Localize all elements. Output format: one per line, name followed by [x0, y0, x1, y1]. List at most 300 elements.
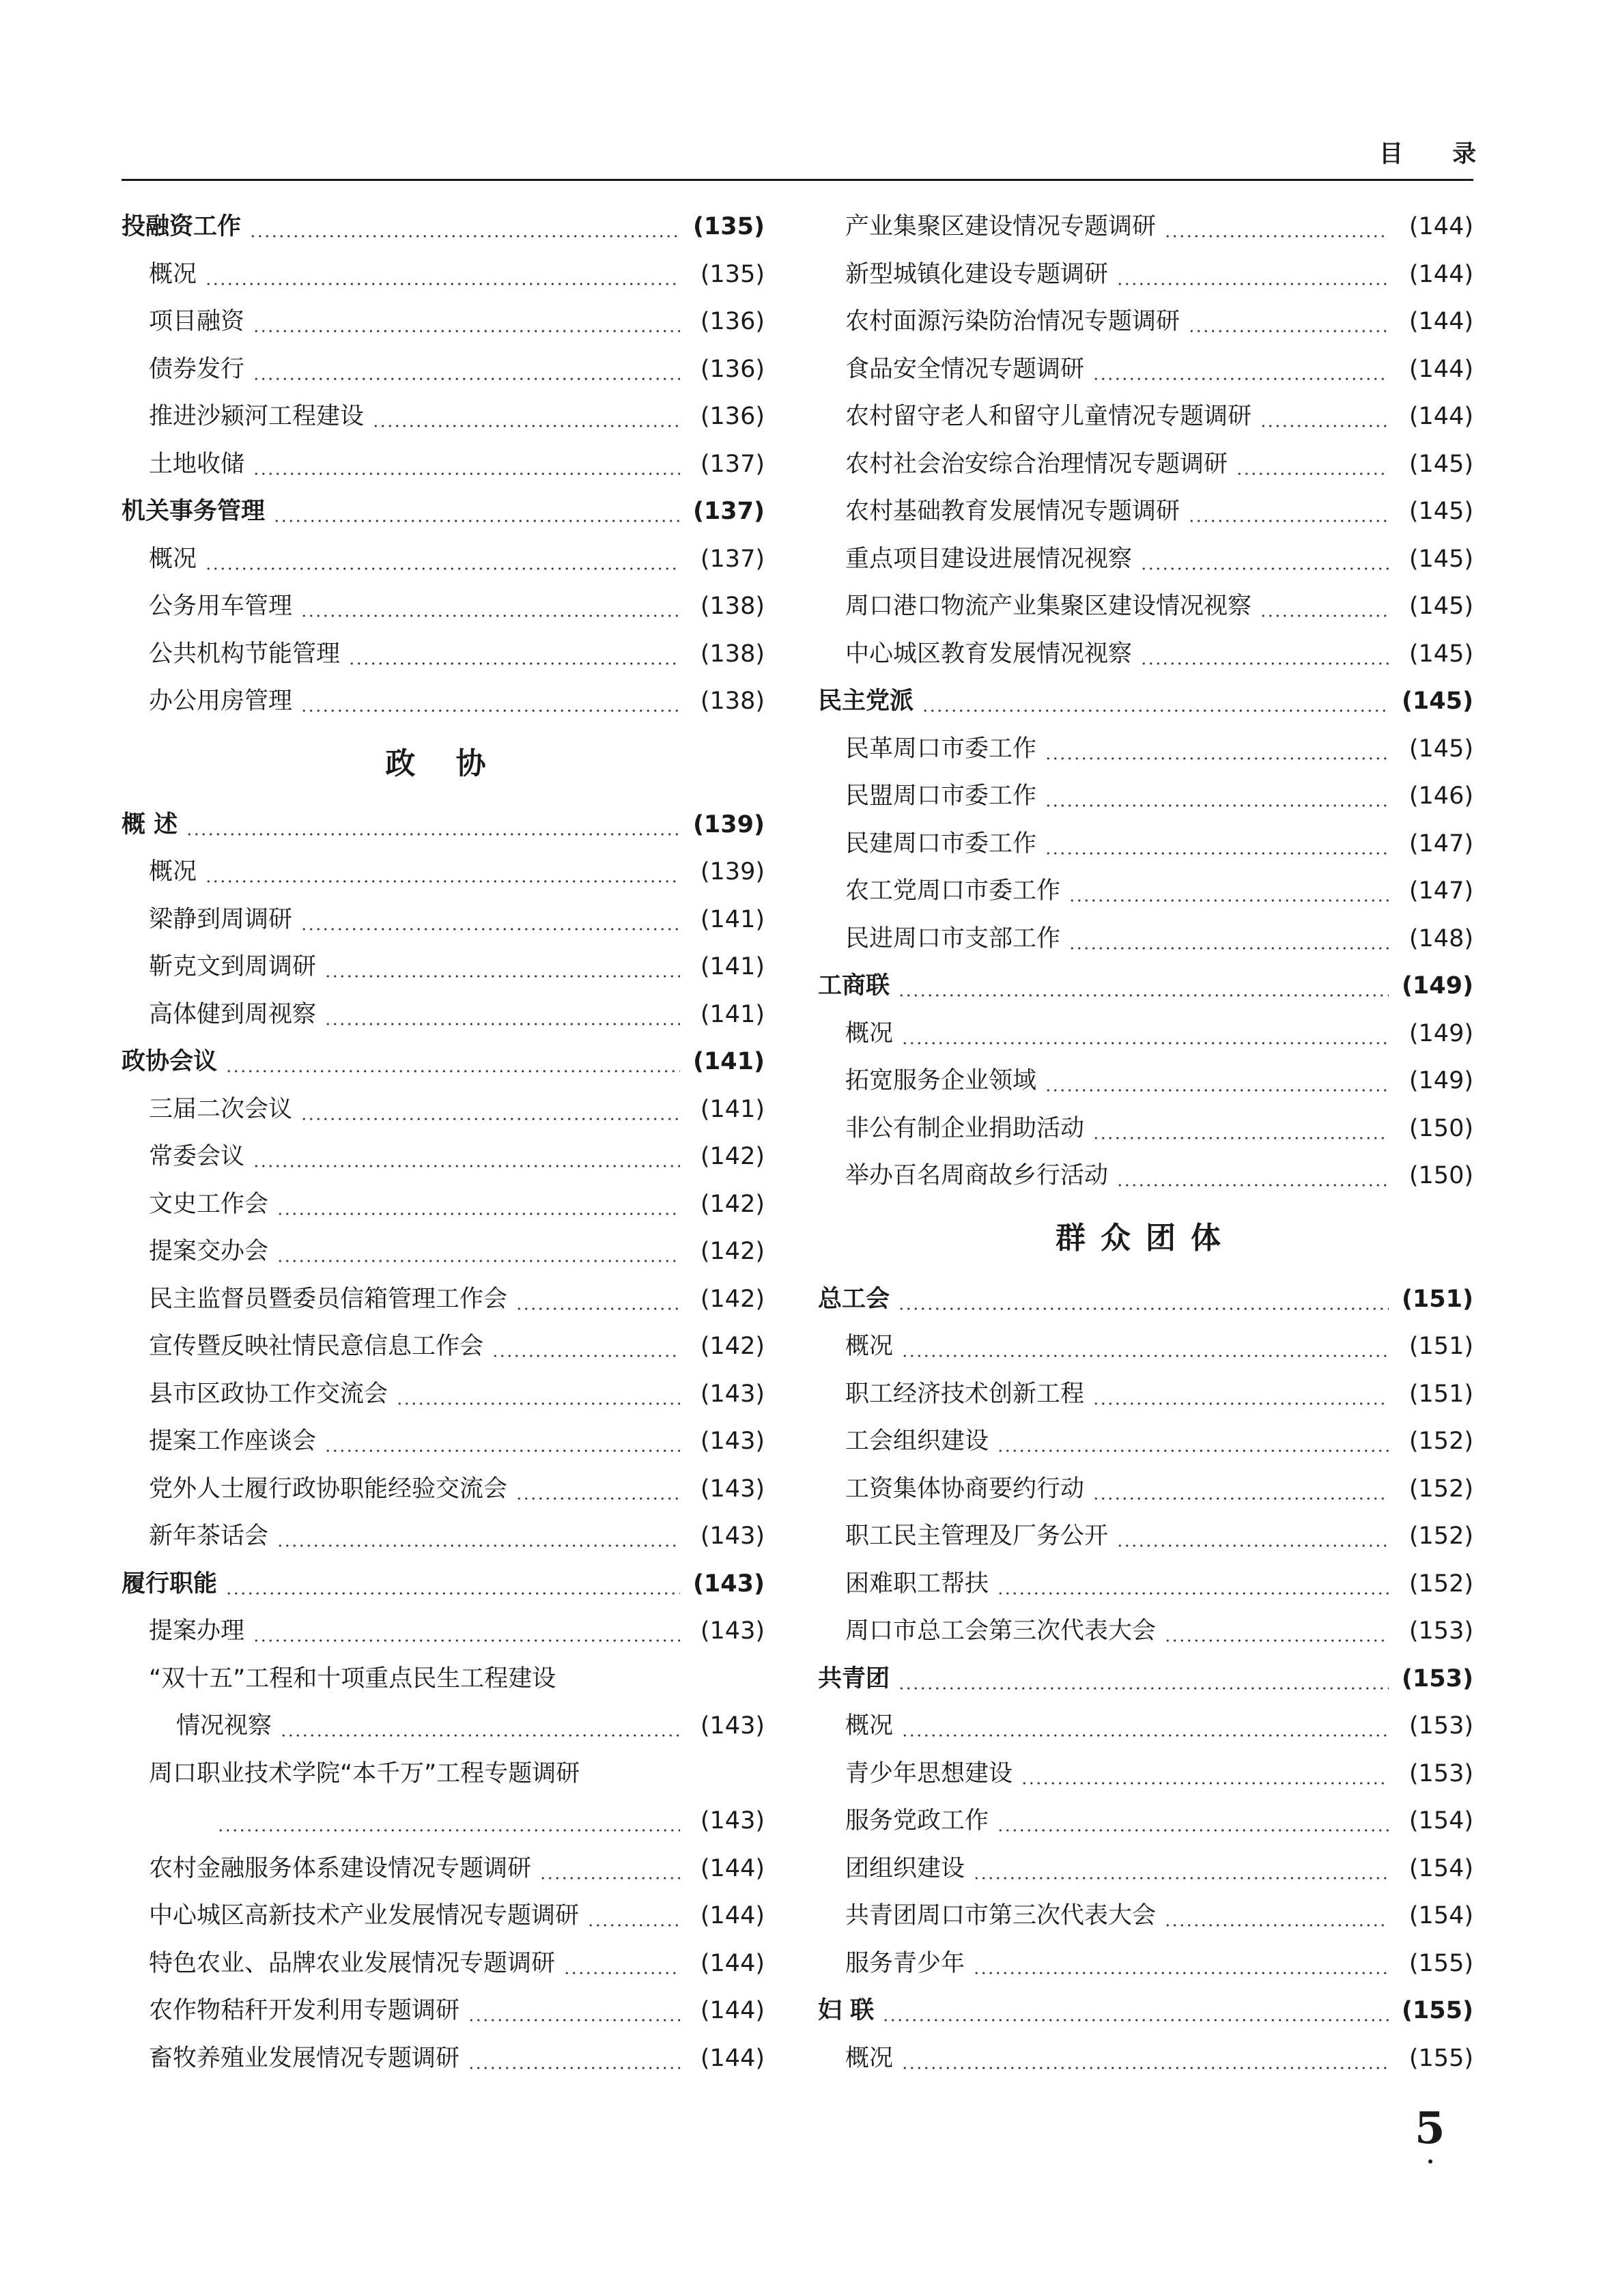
toc-dot-leader [1260, 393, 1389, 441]
toc-dot-leader [273, 488, 680, 536]
toc-entry-label: 三届二次会议 [149, 1095, 293, 1123]
toc-page-number: (145) [1409, 545, 1473, 573]
toc-page-number: (155) [1409, 1949, 1473, 1977]
toc-dot-leader [1069, 916, 1389, 963]
toc-dot-leader [205, 536, 680, 584]
toc-entry-label: 农村留守老人和留守儿童情况专题调研 [845, 403, 1252, 430]
toc-page-number: (144) [1409, 213, 1473, 240]
toc-dot-leader [898, 1656, 1389, 1703]
toc-entry-label: 公共机构节能管理 [149, 640, 341, 668]
toc-entry[interactable] [818, 1010, 1473, 1058]
toc-dot-leader [901, 1323, 1389, 1371]
toc-entry-label: 提案交办会 [149, 1238, 269, 1265]
toc-category[interactable] [818, 678, 1473, 726]
toc-entry-label: 困难职工帮扶 [845, 1570, 989, 1598]
toc-page-number: (145) [1409, 498, 1473, 525]
toc-page-number: (139) [700, 858, 765, 885]
toc-entry-label: 新年茶话会 [149, 1522, 269, 1550]
toc-dot-leader [492, 1323, 680, 1371]
toc-page-number: (142) [700, 1238, 765, 1265]
toc-dot-leader [997, 1418, 1389, 1466]
toc-entry[interactable] [122, 1987, 765, 2035]
toc-entry[interactable] [122, 678, 765, 726]
toc-dot-leader [898, 963, 1389, 1010]
left-column [122, 203, 765, 2082]
toc-dot-leader [324, 991, 680, 1039]
toc-dot-leader [253, 346, 680, 394]
toc-category[interactable] [818, 1987, 1473, 2035]
toc-entry[interactable] [818, 536, 1473, 584]
toc-entry-label: 概况 [149, 260, 197, 288]
toc-page-number: (141) [700, 905, 765, 933]
toc-entry-label: 概况 [845, 1019, 894, 1047]
toc-dot-leader [1164, 1893, 1389, 1940]
toc-entry[interactable] [818, 631, 1473, 679]
toc-dot-leader [1140, 536, 1389, 584]
toc-dot-leader [205, 849, 680, 896]
toc-dot-leader [901, 1010, 1389, 1058]
toc-entry-label: 概况 [149, 545, 197, 573]
toc-entry[interactable] [818, 488, 1473, 536]
toc-dot-leader [1164, 203, 1389, 251]
toc-page-number: (141) [700, 953, 765, 980]
toc-entry-label: 概况 [845, 1712, 894, 1740]
toc-entry-label: 公务用车管理 [149, 593, 293, 620]
toc-page-number: (153) [1409, 1759, 1473, 1787]
toc-page-number: (152) [1409, 1522, 1473, 1550]
toc-dot-leader [1069, 868, 1389, 916]
toc-category[interactable] [122, 1038, 765, 1086]
toc-page-number: (154) [1409, 1854, 1473, 1882]
toc-dot-leader [277, 1181, 680, 1229]
toc-entry-label: 产业集聚区建设情况专题调研 [845, 213, 1157, 240]
toc-entry[interactable] [122, 251, 765, 299]
toc-entry[interactable] [818, 1466, 1473, 1514]
toc-entry[interactable] [818, 203, 1473, 251]
toc-entry[interactable] [818, 1893, 1473, 1940]
toc-page-number: (144) [1409, 403, 1473, 430]
toc-category[interactable] [122, 203, 765, 251]
toc-entry-label: 概况 [149, 858, 197, 885]
toc-dot-leader [539, 1845, 680, 1893]
toc-page-number: (138) [700, 593, 765, 620]
toc-page-number: (144) [700, 2044, 765, 2072]
toc-dot-leader [277, 1513, 680, 1561]
toc-entry[interactable] [122, 1751, 765, 1798]
toc-dot-leader [253, 1133, 680, 1181]
toc-entry[interactable] [122, 1513, 765, 1561]
toc-entry-label: 农村社会治安综合治理情况专题调研 [845, 450, 1228, 478]
toc-page-number: (143) [700, 1807, 765, 1834]
toc-page-number: (139) [692, 810, 765, 838]
toc-page-number: (145) [1409, 593, 1473, 620]
toc-dot-leader [515, 1276, 680, 1324]
toc-page-number: (142) [700, 1285, 765, 1313]
toc-dot-leader [1116, 1513, 1389, 1561]
toc-entry[interactable] [818, 2035, 1473, 2083]
toc-page-number: (137) [700, 450, 765, 478]
toc-dot-leader [280, 1703, 680, 1751]
toc-entry[interactable] [818, 1940, 1473, 1988]
toc-category[interactable] [818, 1276, 1473, 1324]
toc-dot-leader [1045, 773, 1389, 821]
toc-dot-leader [922, 678, 1389, 726]
toc-dot-leader [1236, 441, 1389, 489]
toc-entry-label: 工商联 [818, 972, 890, 1000]
toc-page-number: (137) [700, 545, 765, 573]
toc-entry-label: 重点项目建设进展情况视察 [845, 545, 1133, 573]
toc-entry[interactable] [818, 1798, 1473, 1845]
toc-dot-leader [563, 1940, 680, 1988]
toc-dot-leader [1164, 1608, 1389, 1656]
toc-dot-leader [1260, 583, 1389, 631]
toc-page-number: (136) [700, 308, 765, 335]
toc-entry[interactable] [818, 1058, 1473, 1105]
toc-entry-label: 项目融资 [149, 308, 245, 335]
toc-entry-label: 农村基础教育发展情况专题调研 [845, 498, 1180, 525]
toc-page-number: (141) [700, 1095, 765, 1123]
toc-entry[interactable] [818, 868, 1473, 916]
toc-page-number: (150) [1409, 1162, 1473, 1189]
toc-page-number: (151) [1401, 1285, 1473, 1313]
toc-dot-leader [997, 1561, 1389, 1608]
toc-dot-leader [973, 1845, 1389, 1893]
toc-entry[interactable] [818, 583, 1473, 631]
toc-page-number: (142) [700, 1333, 765, 1360]
toc-page-number: (151) [1409, 1380, 1473, 1408]
toc-entry[interactable] [122, 896, 765, 944]
toc-category[interactable] [122, 802, 765, 849]
toc-dot-leader [1092, 1466, 1389, 1514]
toc-entry[interactable] [122, 536, 765, 584]
toc-page-number: (145) [1401, 688, 1473, 715]
toc-entry-label: 周口职业技术学院“本千万”工程专题调研 [149, 1759, 580, 1787]
toc-dot-leader [1092, 1105, 1389, 1153]
toc-dot-leader [217, 1798, 680, 1845]
toc-page-number: (145) [1409, 735, 1473, 763]
toc-entry[interactable] [122, 441, 765, 489]
toc-dot-leader [300, 1086, 680, 1134]
toc-dot-leader [1045, 821, 1389, 868]
toc-entry[interactable] [122, 1608, 765, 1656]
toc-entry[interactable] [122, 2035, 765, 2083]
toc-category[interactable] [122, 1561, 765, 1608]
toc-dot-leader [1092, 1371, 1389, 1419]
section-heading: 群众团体 [1056, 1220, 1236, 1256]
toc-entry[interactable] [122, 1276, 765, 1324]
toc-page-number: (144) [700, 1902, 765, 1929]
toc-entry[interactable] [122, 393, 765, 441]
toc-page-number: (155) [1409, 2044, 1473, 2072]
toc-entry-label: 农村面源污染防治情况专题调研 [845, 308, 1180, 335]
toc-dot-leader [898, 1276, 1389, 1324]
toc-page-number: (152) [1409, 1428, 1473, 1455]
toc-entry-label: 农村金融服务体系建设情况专题调研 [149, 1854, 532, 1882]
toc-page-number: (145) [1409, 640, 1473, 668]
toc-entry-label: 中心城区教育发展情况视察 [845, 640, 1133, 668]
toc-entry[interactable] [122, 1228, 765, 1276]
toc-page-number: (136) [700, 355, 765, 383]
toc-entry[interactable] [818, 1703, 1473, 1751]
toc-entry[interactable] [818, 773, 1473, 821]
section-heading: 政 协 [385, 746, 501, 781]
toc-page-number: (147) [1409, 877, 1473, 905]
toc-page-number: (152) [1409, 1570, 1473, 1598]
toc-entry[interactable] [122, 1133, 765, 1181]
toc-dot-leader [468, 1987, 680, 2035]
toc-entry-label: 概况 [845, 1333, 894, 1360]
toc-page-number: (154) [1409, 1807, 1473, 1834]
toc-page-number: (144) [700, 1949, 765, 1977]
toc-page-number: (143) [700, 1475, 765, 1503]
toc-dot-leader [1188, 298, 1389, 346]
toc-entry[interactable] [818, 1608, 1473, 1656]
toc-entry[interactable] [122, 1940, 765, 1988]
toc-page-number: (144) [700, 1854, 765, 1882]
toc-entry[interactable] [818, 1152, 1473, 1200]
toc-entry-label: 情况视察 [176, 1712, 272, 1740]
toc-dot-leader [348, 631, 680, 679]
toc-entry-label: 履行职能 [122, 1570, 218, 1598]
toc-page-number: (147) [1409, 830, 1473, 858]
toc-page-number: (143) [700, 1617, 765, 1645]
toc-entry[interactable] [122, 1418, 765, 1466]
toc-entry-label: 工会组织建设 [845, 1428, 989, 1455]
toc-entry[interactable] [818, 441, 1473, 489]
toc-page-number: (144) [1409, 260, 1473, 288]
toc-entry-label: 提案办理 [149, 1617, 245, 1645]
toc-dot-leader [468, 2035, 680, 2083]
toc-entry[interactable] [818, 821, 1473, 868]
toc-entry[interactable] [818, 916, 1473, 963]
toc-entry-label: 民进周口市支部工作 [845, 924, 1061, 952]
toc-entry-label: 服务党政工作 [845, 1807, 989, 1834]
toc-entry[interactable] [818, 1513, 1473, 1561]
toc-entry-label: 民建周口市委工作 [845, 830, 1037, 858]
toc-dot-leader [1045, 1058, 1389, 1105]
toc-entry[interactable] [122, 583, 765, 631]
toc-entry-label: 政协会议 [122, 1048, 218, 1075]
toc-entry-label: 农作物秸秆开发利用专题调研 [149, 1997, 460, 2024]
toc-dot-leader [1045, 726, 1389, 774]
toc-page-number: (138) [700, 640, 765, 668]
toc-dot-leader [1140, 631, 1389, 679]
toc-page-number: (141) [692, 1048, 765, 1075]
toc-dot-leader [1116, 251, 1389, 299]
toc-entry[interactable] [818, 726, 1473, 774]
toc-entry-label: 民主监督员暨委员信箱管理工作会 [149, 1285, 508, 1313]
toc-dot-leader [1188, 488, 1389, 536]
toc-entry-label: 县市区政协工作交流会 [149, 1380, 388, 1408]
toc-dot-leader [1092, 346, 1389, 394]
toc-category[interactable] [818, 1656, 1473, 1703]
toc-dot-leader [300, 678, 680, 726]
toc-entry-label: 举办百名周商故乡行活动 [845, 1162, 1109, 1189]
toc-entry[interactable] [122, 1466, 765, 1514]
toc-page-number: (150) [1409, 1114, 1473, 1142]
toc-dot-leader [1116, 1152, 1389, 1200]
toc-entry-label: 办公用房管理 [149, 688, 293, 715]
toc-entry[interactable] [122, 1323, 765, 1371]
toc-entry[interactable] [122, 1798, 765, 1845]
toc-entry-label: 职工民主管理及厂务公开 [845, 1522, 1109, 1550]
toc-entry[interactable] [818, 251, 1473, 299]
toc-dot-leader [901, 1703, 1389, 1751]
toc-page-number: (138) [700, 688, 765, 715]
toc-entry[interactable] [122, 1371, 765, 1419]
toc-entry[interactable] [818, 298, 1473, 346]
toc-dot-leader [1021, 1751, 1389, 1798]
toc-page-number: (141) [700, 1000, 765, 1028]
toc-entry-label: 共青团周口市第三次代表大会 [845, 1902, 1157, 1929]
toc-page-number: (145) [1409, 450, 1473, 478]
toc-entry-label: 服务青少年 [845, 1949, 965, 1977]
toc-page-number: (143) [700, 1428, 765, 1455]
toc-entry[interactable] [122, 298, 765, 346]
toc-page-number: (153) [1409, 1617, 1473, 1645]
toc-page-number: (144) [1409, 308, 1473, 335]
toc-dot-leader [515, 1466, 680, 1514]
toc-entry[interactable] [122, 991, 765, 1039]
toc-dot-leader [973, 1940, 1389, 1988]
toc-dot-leader [300, 583, 680, 631]
toc-entry-label: 民盟周口市委工作 [845, 782, 1037, 810]
toc-page-number: (149) [1409, 1019, 1473, 1047]
toc-entry-label: 妇 联 [818, 1997, 875, 2024]
toc-entry[interactable] [818, 1561, 1473, 1608]
toc-entry-label: 工资集体协商要约行动 [845, 1475, 1085, 1503]
toc-dot-leader [396, 1371, 680, 1419]
toc-page-number: (148) [1409, 924, 1473, 952]
toc-dot-leader [253, 298, 680, 346]
toc-entry-label: 非公有制企业捐助活动 [845, 1114, 1085, 1142]
toc-entry-label: 高体健到周视察 [149, 1000, 317, 1028]
toc-dot-leader [249, 203, 680, 251]
toc-dot-leader [225, 1561, 680, 1608]
header-rule [122, 179, 1473, 181]
toc-page-number: (137) [692, 498, 765, 525]
toc-page-number: (155) [1401, 1997, 1473, 2024]
toc-entry-label: 宣传暨反映社情民意信息工作会 [149, 1333, 484, 1360]
toc-dot-leader [186, 802, 680, 849]
toc-page-number: (144) [700, 1997, 765, 2024]
toc-entry-label: 食品安全情况专题调研 [845, 355, 1085, 383]
toc-page-number: (149) [1409, 1067, 1473, 1094]
toc-entry[interactable] [122, 1086, 765, 1134]
toc-dot-leader [253, 441, 680, 489]
toc-entry[interactable] [122, 631, 765, 679]
toc-entry-label: 党外人士履行政协职能经验交流会 [149, 1475, 508, 1503]
toc-entry-label: 农工党周口市委工作 [845, 877, 1061, 905]
toc-entry-label: 共青团 [818, 1664, 890, 1692]
toc-dot-leader [277, 1228, 680, 1276]
toc-dot-leader [901, 2035, 1389, 2083]
toc-entry[interactable] [818, 1751, 1473, 1798]
page-number: 5 [1415, 2103, 1445, 2154]
toc-entry-label: 畜牧养殖业发展情况专题调研 [149, 2044, 460, 2072]
toc-entry[interactable] [818, 393, 1473, 441]
toc-dot-leader [205, 251, 680, 299]
toc-page-number: (151) [1409, 1333, 1473, 1360]
toc-page-number: (153) [1401, 1664, 1473, 1692]
toc-dot-leader [587, 1893, 680, 1940]
toc-page-number: (135) [692, 213, 765, 240]
toc-entry-label: 民主党派 [818, 688, 914, 715]
page-number-dot [1428, 2159, 1432, 2164]
toc-entry-label: 拓宽服务企业领域 [845, 1067, 1037, 1094]
toc-dot-leader [372, 393, 680, 441]
toc-entry-label: 青少年思想建设 [845, 1759, 1013, 1787]
toc-page-number: (152) [1409, 1475, 1473, 1503]
toc-entry-label: 民革周口市委工作 [845, 735, 1037, 763]
toc-category[interactable] [818, 963, 1473, 1010]
toc-entry[interactable] [122, 849, 765, 896]
header-title: 目 录 [1379, 141, 1497, 168]
toc-entry[interactable] [818, 1323, 1473, 1371]
toc-entry-label: 周口港口物流产业集聚区建设情况视察 [845, 593, 1252, 620]
toc-page-number: (149) [1401, 972, 1473, 1000]
toc-entry[interactable] [818, 1418, 1473, 1466]
toc-entry[interactable] [122, 1656, 765, 1703]
toc-entry[interactable] [122, 1181, 765, 1229]
toc-dot-leader [997, 1798, 1389, 1845]
toc-page-number: (143) [700, 1712, 765, 1740]
toc-entry-label: 周口市总工会第三次代表大会 [845, 1617, 1157, 1645]
toc-entry-label: 文史工作会 [149, 1190, 269, 1218]
toc-entry[interactable] [122, 346, 765, 394]
toc-entry-label: 机关事务管理 [122, 498, 266, 525]
toc-page-number: (146) [1409, 782, 1473, 810]
toc-entry[interactable] [818, 346, 1473, 394]
right-column [818, 203, 1473, 2082]
toc-entry-label: 特色农业、品牌农业发展情况专题调研 [149, 1949, 556, 1977]
toc-entry-label: 中心城区高新技术产业发展情况专题调研 [149, 1902, 580, 1929]
toc-dot-leader [324, 944, 680, 991]
toc-entry-label: 概 述 [122, 810, 178, 838]
toc-entry[interactable] [818, 1371, 1473, 1419]
toc-entry-label: 新型城镇化建设专题调研 [845, 260, 1109, 288]
toc-category[interactable] [122, 488, 765, 536]
toc-entry-label: 推进沙颍河工程建设 [149, 403, 365, 430]
toc-page-number: (143) [692, 1570, 765, 1598]
toc-page-number: (136) [700, 403, 765, 430]
toc-entry-label: 概况 [845, 2044, 894, 2072]
toc-page-number: (142) [700, 1190, 765, 1218]
toc-page-number: (142) [700, 1143, 765, 1170]
toc-page-number: (153) [1409, 1712, 1473, 1740]
toc-page-number: (154) [1409, 1902, 1473, 1929]
toc-entry[interactable] [818, 1845, 1473, 1893]
toc-entry[interactable] [122, 1845, 765, 1893]
toc-dot-leader [882, 1987, 1389, 2035]
toc-dot-leader [324, 1418, 680, 1466]
toc-entry-label: 提案工作座谈会 [149, 1428, 317, 1455]
toc-page-number: (144) [1409, 355, 1473, 383]
toc-entry-label: 投融资工作 [122, 213, 242, 240]
toc-entry[interactable] [122, 944, 765, 991]
toc-entry[interactable] [122, 1703, 765, 1751]
toc-entry[interactable] [818, 1105, 1473, 1153]
toc-dot-leader [300, 896, 680, 944]
toc-dot-leader [225, 1038, 680, 1086]
toc-page-number: (143) [700, 1380, 765, 1408]
toc-entry-label: 土地收储 [149, 450, 245, 478]
toc-entry-label: 团组织建设 [845, 1854, 965, 1882]
toc-page-number: (143) [700, 1522, 765, 1550]
toc-page-number: (135) [700, 260, 765, 288]
toc-entry-label: 靳克文到周调研 [149, 953, 317, 980]
toc-entry[interactable] [122, 1893, 765, 1940]
